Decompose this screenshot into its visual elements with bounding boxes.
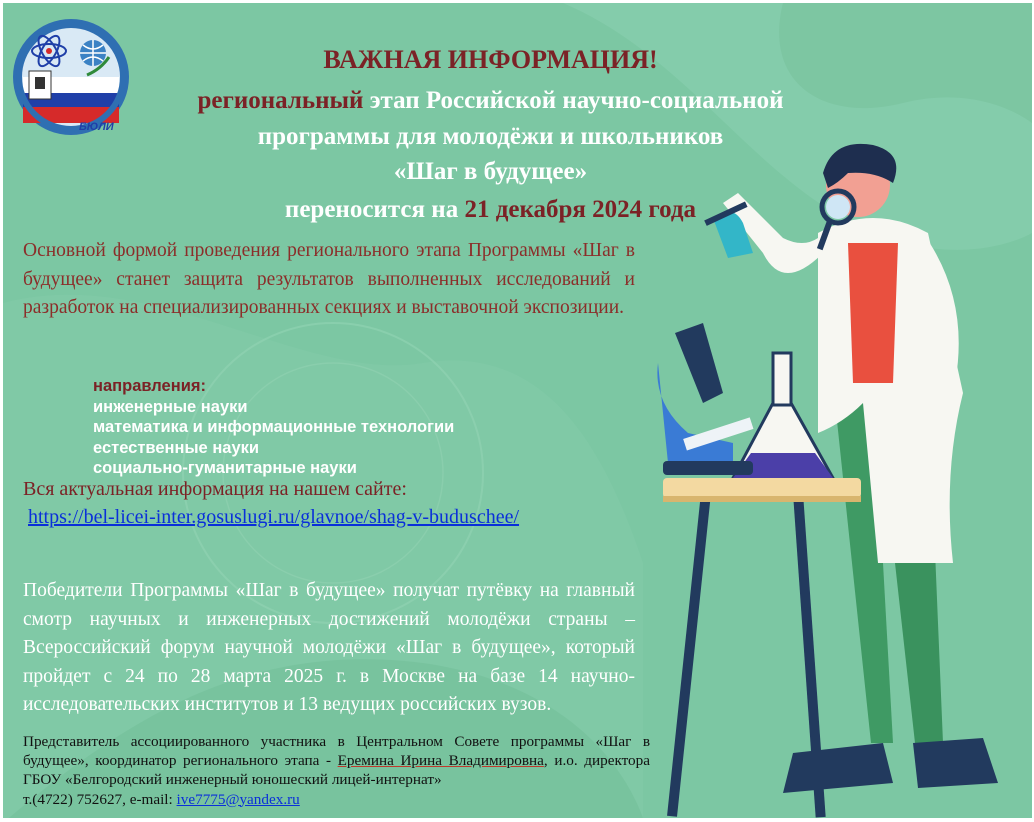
contact-text: Представитель ассоциированного участника в Центральном Совете программы «Шаг в будущее», координатор регионального этапа - (23, 733, 650, 770)
title-line-4: «Шаг в будущее» (393, 158, 588, 185)
logo-emblem-text: БЮЛИ (79, 121, 114, 133)
website-link[interactable]: https://bel-licei-inter.gosuslugi.ru/glavnoe/shag-v-buduschee/ (28, 506, 520, 528)
title-line-2-rest: этап Российской научно-социальной (363, 87, 784, 114)
winners-paragraph: Победители Программы «Шаг в будущее» получат путёвку на главный смотр научных и инженерных достижений молодёжи страны – Всероссийский форум научной молодёжи «Шаг в будущее», который пройдет с 24 по 28 марта 2025 г. в Москве на базе 14 научно-исследовательских институтов и 13 ведущих российских вузов. (23, 580, 635, 716)
lyceum-logo (9, 13, 133, 145)
poster (3, 3, 1032, 818)
contact-text-organization: , и.о. директора ГБОУ «Белгородский инженерный юношеский лицей-интернат» (23, 752, 650, 789)
title-postponed-text: переносится на (284, 196, 465, 223)
title-line-5 (123, 196, 858, 224)
direction-item: естественные науки (93, 438, 260, 457)
site-label: Вся актуальная информация на нашем сайте: (23, 478, 407, 500)
title-new-date: 21 декабря 2024 года (464, 196, 697, 223)
direction-item: инженерные науки (93, 397, 248, 416)
coordinator-name: Еремина Ирина Владимировна (337, 752, 544, 770)
directions-list (93, 376, 613, 479)
contact-phone: т.(4722) 752627, e-mail: (23, 790, 177, 808)
title-accent-regional: региональный (197, 87, 364, 114)
title-line-3: программы для молодёжи и школьников (257, 123, 724, 150)
intro-paragraph: Основной формой проведения регионального этапа Программы «Шаг в будущее» станет защита результатов выполненных исследований и разработок на специализированных секциях и выставочной экспозиции. (23, 240, 635, 319)
title-line-1: ВАЖНАЯ ИНФОРМАЦИЯ! (323, 45, 658, 74)
scientist-illustration (643, 143, 1032, 818)
directions-heading: направления: (93, 377, 206, 395)
contact-block (23, 732, 650, 809)
direction-item: математика и информационные технологии (93, 418, 455, 436)
email-link[interactable]: ive7775@yandex.ru (176, 790, 300, 808)
title-line-2 (123, 87, 858, 115)
direction-item: социально-гуманитарные науки (93, 459, 357, 477)
table-leg (667, 492, 711, 816)
